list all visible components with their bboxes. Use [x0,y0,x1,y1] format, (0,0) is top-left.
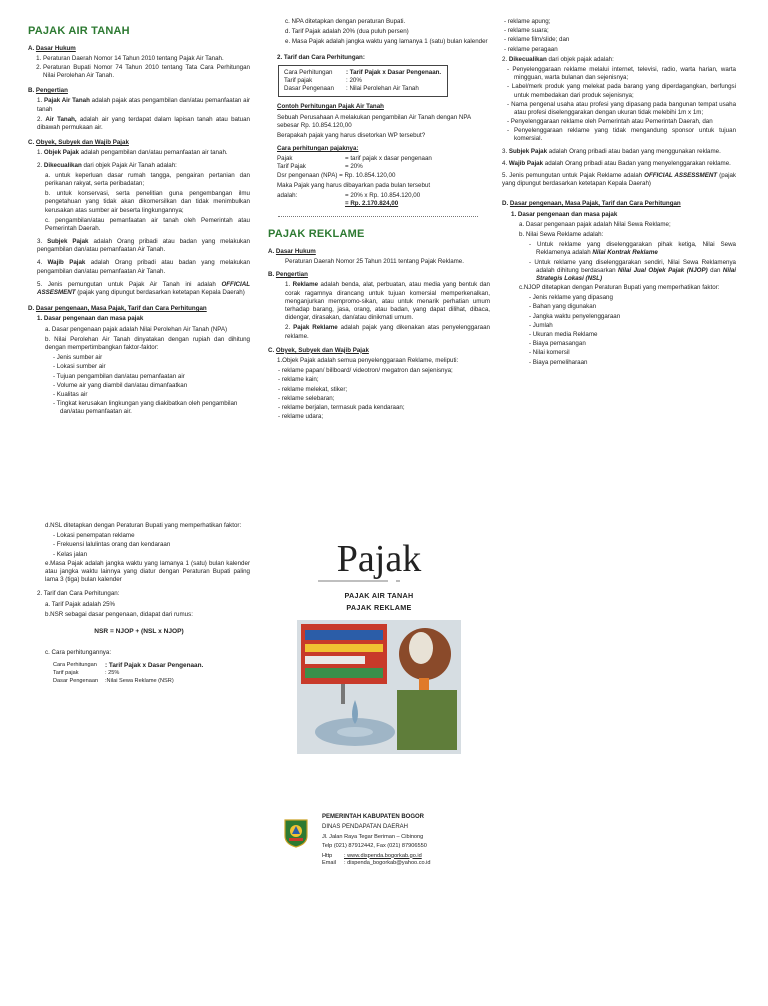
list-item: - Jenis reklame yang dipasang [536,294,736,302]
dasar-pengenaan-b: b. Nilai Perolehan Air Tanah dinyatakan dengan rupiah dan dihitung dengan mempertimbangkan faktor-faktor: [45,335,250,351]
org-phone: Telp (021) 87912442, Fax (021) 87906550 [322,843,427,850]
cover-panel [268,540,490,754]
wajib-pajak: 4. Wajib Pajak adalah Orang pribadi atau badan yang melakukan pengambilan dan/atau pemanfaatan Air Tanah. [37,259,250,275]
box-row: Tarif pajak : 20% [284,76,362,84]
list-item: - Tingkat kerusakan lingkungan yang diakibatkan oleh pengambilan dan/atau pemanfaatan air. [60,400,250,416]
jenis-pemungutan: 5. Jenis pemungutan untuk Pajak Air Tanah ini adalah OFFICIAL ASSESMENT (pajak yang dipungut berdasarkan ketetapan Kepala Daerah) [37,280,250,297]
tarif-b: b.NSR sebagai dasar pengenaan, didapat dari rumus: [45,610,193,618]
formula-box [278,65,448,98]
calc-row: Cara Perhitungan : Tarif Pajak x Dasar Pengenaan. [53,661,204,669]
cover-subtitle-2: PAJAK REKLAME [346,602,412,612]
dikecualikan: 2. Dikecualikan dari objek Pajak Air Tanah adalah: [37,161,177,169]
list-item: - reklame film/slide; dan [511,36,736,44]
reklame-dasar-heading: 1. Dasar pengenaan dan masa pajak [511,210,618,218]
list-item: - reklame selebaran; [285,395,490,403]
cover-photo [297,620,461,754]
masa-pajak-e: e.Masa Pajak adalah jangka waktu yang lamanya 1 (satu) bulan kalender atau jangka waktu lainnya yang diatur dengan Peraturan Bupati paling lama 3 (tiga) bulan kalender [45,559,250,584]
objek-pajak: 1. Objek Pajak adalah pengambilan dan/atau pemanfaatan air tanah. [37,149,228,157]
reklame-subjek: 3. Subjek Pajak adalah Orang pribadi atau badan yang menggunakan reklame. [502,147,721,155]
section-d-heading: D. Dasar pengenaan, Masa Pajak, Tarif dan Cara Perhitungan [28,305,207,313]
cover-title: Pajak [336,538,422,580]
cover-photo-collage [297,620,461,754]
result-row [268,200,490,208]
title-pajak-air-tanah: PAJAK AIR TANAH [28,25,130,37]
result-value: = Rp. 2.170.824,00 [345,200,399,208]
nsr-formula: NSR = NJOP + (NSL x NJOP) [94,627,184,635]
subjek-pajak: 3. Subjek Pajak adalah Orang pribadi atau badan yang melakukan pengambilan dan/atau pemanfaatan Air Tanah. [37,238,250,254]
list-item: - reklame kain; [285,376,490,384]
reklame-objek-list [268,367,490,421]
box-row: Dasar Pengenaan : Nilai Perolehan Air Tanah [284,85,419,93]
cover-subtitle-1: PAJAK AIR TANAH [344,591,414,601]
dasar-hukum-list [28,55,250,81]
contoh-question: Berapakah pajak yang harus disetorkan WP tersebut? [277,131,426,139]
list-item: - Untuk reklame yang diselenggarakan sendiri, Nilai Sewa Reklamenya adalah dihitung berdasarkan Nilai Jual Objek Pajak (NJOP) dan Nilai Strategis Lokasi (NSL) [536,259,736,284]
column-1 [28,18,250,417]
cara-c: c. Cara perhitungannya: [45,648,112,656]
list-item: - Label/merk produk yang melekat pada barang yang diperdagangkan, berfungsi untuk membedakan dari produk sejenisnya; [514,83,736,99]
list-item: - reklame apung; [511,18,736,26]
list-item: - Lokasi sumber air [60,363,250,371]
list-item: - Kualitas air [60,391,250,399]
pengertian-1: 1. Pajak Air Tanah adalah pajak atas pengambilan dan/atau pemanfaatan air tanah [37,97,251,113]
kabupaten-bogor-logo-icon [283,818,309,848]
tarif-heading: 2. Tarif dan Cara Perhitungan: [277,53,365,61]
list-item: - Jenis sumber air [60,354,250,362]
calc-row: Pajak = tarif pajak x dasar pengenaan [277,155,432,163]
section-b-heading: B. Pengertian [28,87,68,95]
title-pajak-reklame: PAJAK REKLAME [268,228,365,241]
list-item: - reklame peragaan [511,46,736,54]
reklame-jenis-pemungutan: 5. Jenis pemungutan untuk Pajak Reklame adalah OFFICIAL ASSESSMENT (pajak yang dipungut berdasarkan ketetapan Kepala Daerah) [502,172,737,188]
reklame-d-heading: D. Dasar pengenaan, Masa Pajak, Tarif dan Cara Perhitungan [502,200,681,208]
cara-heading: Cara perhitungan pajaknya: [277,145,359,153]
dikecualikan-a: a. untuk keperluan dasar rumah tangga, pengairan pertanian dan perikanan rakyat, serta peribadatan; [45,171,250,187]
organization-info [322,814,490,867]
reklame-objek-list-cont [502,18,736,54]
reklame-wajib: 4. Wajib Pajak adalah Orang pribadi atau Badan yang menyelenggarakan reklame. [502,159,731,167]
list-item: - Biaya pemasangan [536,340,736,348]
list-item: - Ukuran media Reklame [536,331,736,339]
list-item: 2. Peraturan Bupati Nomor 74 Tahun 2010 tentang Tata Cara Perhitungan Nilai Perolehan Air Tanah. [43,64,250,80]
list-item: - Bahan yang digunakan [536,303,736,311]
column-2 [268,18,490,422]
calc-row: Tarif pajak : 25% [53,670,120,677]
nilai-sewa-list [502,241,736,283]
npa-c: c. NPA ditetapkan dengan peraturan Bupati. [285,18,406,25]
reklame-objek-intro: 1.Objek Pajak adalah semua penyelenggaraan Reklame, meliputi: [277,356,459,364]
org-email: Email : dispenda_bogorkab@yahoo.co.id [322,859,431,866]
nsl-list [28,532,250,559]
list-item: - reklame suara; [511,27,736,35]
dikecualikan-b: b. untuk konservasi, serta penelitian guna pengembangan ilmu pengetahuan yang tidak akan dikomersilkan dan tidak menimbulkan kerusakan atas sumber air beserta lingkungannya; [45,190,250,214]
reklame-pengertian-2: 2. Pajak Reklame adalah pajak yang dikenakan atas penyelenggaraan reklame. [285,324,490,340]
tarif-a: a. Tarif Pajak adalah 25% [45,600,116,608]
list-item: - Nilai komersil [536,349,736,357]
list-item: - Tujuan pengambilan dan/atau pemanfaatan air [60,373,250,381]
list-item: - Frekuensi lalulintas orang dan kendaraan [60,541,250,549]
dpp-line: Dsr pengenaan (NPA) = Rp. 10.854.120,00 [277,171,396,179]
contoh-heading: Contoh Perhitungan Pajak Air Tanah [277,103,384,111]
calc-row: Tarif Pajak = 20% [277,163,363,171]
list-item: - reklame melekat, stiker; [285,386,490,394]
dikecualikan-c: c. pengambilan/atau pemanfaatan air tanah oleh Pemerintah atau Pemerintah Daerah. [45,216,250,232]
column-4 [28,522,250,685]
list-item: - Nama pengenal usaha atau profesi yang dipasang pada bangunan tempat usaha atau profesi diselenggarakan dengan ukuran tidak melebihi 1m x 1m; [514,101,736,117]
calc-row: Dasar Pengenaan :Nilai Sewa Reklame (NSR) [53,677,174,684]
reklame-c-heading: C. Obyek, Subyek dan Wajib Pajak [268,346,369,354]
nsl-d: d.NSL ditetapkan dengan Peraturan Bupati yang memperhatikan faktor: [45,522,242,529]
reklame-a-heading: A. Dasar Hukum [268,247,316,255]
list-item: - reklame berjalan, termasuk pada kendaraan; [285,404,490,412]
list-item: - Penyelenggaraan reklame yang tidak mengandung sponsor untuk tujuan komersial. [514,127,736,143]
list-item: - Jangka waktu penyelenggaraan [536,313,736,321]
email-link[interactable]: : dispenda_bogorkab@yahoo.co.id [344,859,431,866]
website-link[interactable]: : www.dispenda.bogorkab.go.id [344,852,422,859]
reklame-pengertian-1: 1. Reklame adalah benda, alat, perbuatan, atau media yang bentuk dan corak ragamnya dirancang untuk tujuan komersial memperkenalkan, menganjurkan mempromo-sikan, atau untuk menarik perhatian umum terhadap barang, jasa, orang, atau badan, yang dapat dilihat, dibaca, didengar, dirasakan, dan/atau dinikmati umum. [285,281,490,322]
adalah-row: adalah: = 20% x Rp. 10.854.120,00 [277,192,421,199]
list-item: - Biaya pemeliharaan [536,359,736,367]
list-item: 1. Peraturan Daerah Nomor 14 Tahun 2010 tentang Pajak Air Tanah. [43,55,250,63]
list-item: - Penyelenggaraan reklame oleh Pemerintah atau Pemerintah Daerah, dan [514,118,736,126]
contoh-text: Sebuah Perusahaan A melakukan pengambilan Air Tanah dengan NPA sebesar Rp. 10.854.120,00 [277,113,471,129]
tarif-heading-2: 2. Tarif dan Cara Perhitungan: [37,590,120,598]
reklame-dasar-a: a. Dasar pengenaan pajak adalah Nilai Sewa Reklame; [519,220,671,228]
column-3 [502,18,736,368]
org-address: Jl. Jalan Raya Tegar Beriman – Cibinong [322,833,424,840]
njop-factor-list [502,294,736,367]
reklame-dasar-b: b. Nilai Sewa Reklame adalah: [519,230,604,238]
section-a-heading: A. Dasar Hukum [28,44,76,52]
dasar-pengenaan-a: a. Dasar pengenaan pajak adalah Nilai Perolehan Air Tanah (NPA) [45,325,228,333]
maka-line: Maka Pajak yang harus dibayarkan pada bulan tersebut [277,181,431,189]
tarif-d: d. Tarif Pajak adalah 20% (dua puluh persen) [285,28,409,36]
org-name-1: PEMERINTAH KABUPATEN BOGOR [322,814,424,820]
org-website: Http : www.dispenda.bogorkab.go.id [322,852,422,859]
list-item: - Lokasi penempatan reklame [60,532,250,540]
masa-e: e. Masa Pajak adalah jangka waktu yang lamanya 1 (satu) bulan kalender [285,38,488,46]
list-item: - Untuk reklame yang diselenggarakan pihak ketiga, Nilai Sewa Reklamenya adalah Nilai Kontrak Reklame [536,241,736,257]
org-name-2: DINAS PENDAPATAN DAERAH [322,823,409,830]
list-item: - Jumlah [536,322,736,330]
factor-list [28,354,250,416]
reklame-dikecualikan: 2. Dikecualikan dari objek pajak adalah: [502,55,614,63]
list-item: - Penyelenggaraan reklame melalui internet, televisi, radio, warta harian, warta mingguan, warta bulanan dan sejenisnya; [514,66,736,82]
dasar-pengenaan-heading: 1. Dasar pengenaan dan masa pajak [37,315,144,323]
section-c-heading: C. Obyek, Subyek dan Wajib Pajak [28,139,129,147]
njop-c: c.NJOP ditetapkan dengan Peraturan Bupati yang memperhatikan faktor: [519,284,720,292]
box-row: Cara Perhitungan : Tarif Pajak x Dasar Pengenaan. [284,68,442,76]
list-item: - Kelas jalan [60,551,250,559]
divider [278,216,478,217]
dikecualikan-list [502,66,736,144]
list-item: - reklame papan/ billboard/ videotron/ megatron dan sejenisnya; [285,367,490,375]
list-item: - Volume air yang diambil dan/atau dimanfaatkan [60,382,250,390]
reklame-dasar-hukum: Peraturan Daerah Nomor 25 Tahun 2011 tentang Pajak Reklame. [285,258,464,266]
list-item: - reklame udara; [285,413,490,421]
reklame-b-heading: B. Pengertian [268,271,308,279]
pengertian-2: 2. Air Tanah, adalah air yang terdapat dalam lapisan tanah atau batuan dibawah permukaan air. [37,115,250,132]
calc-block [28,662,250,685]
cover-rule [268,578,490,584]
